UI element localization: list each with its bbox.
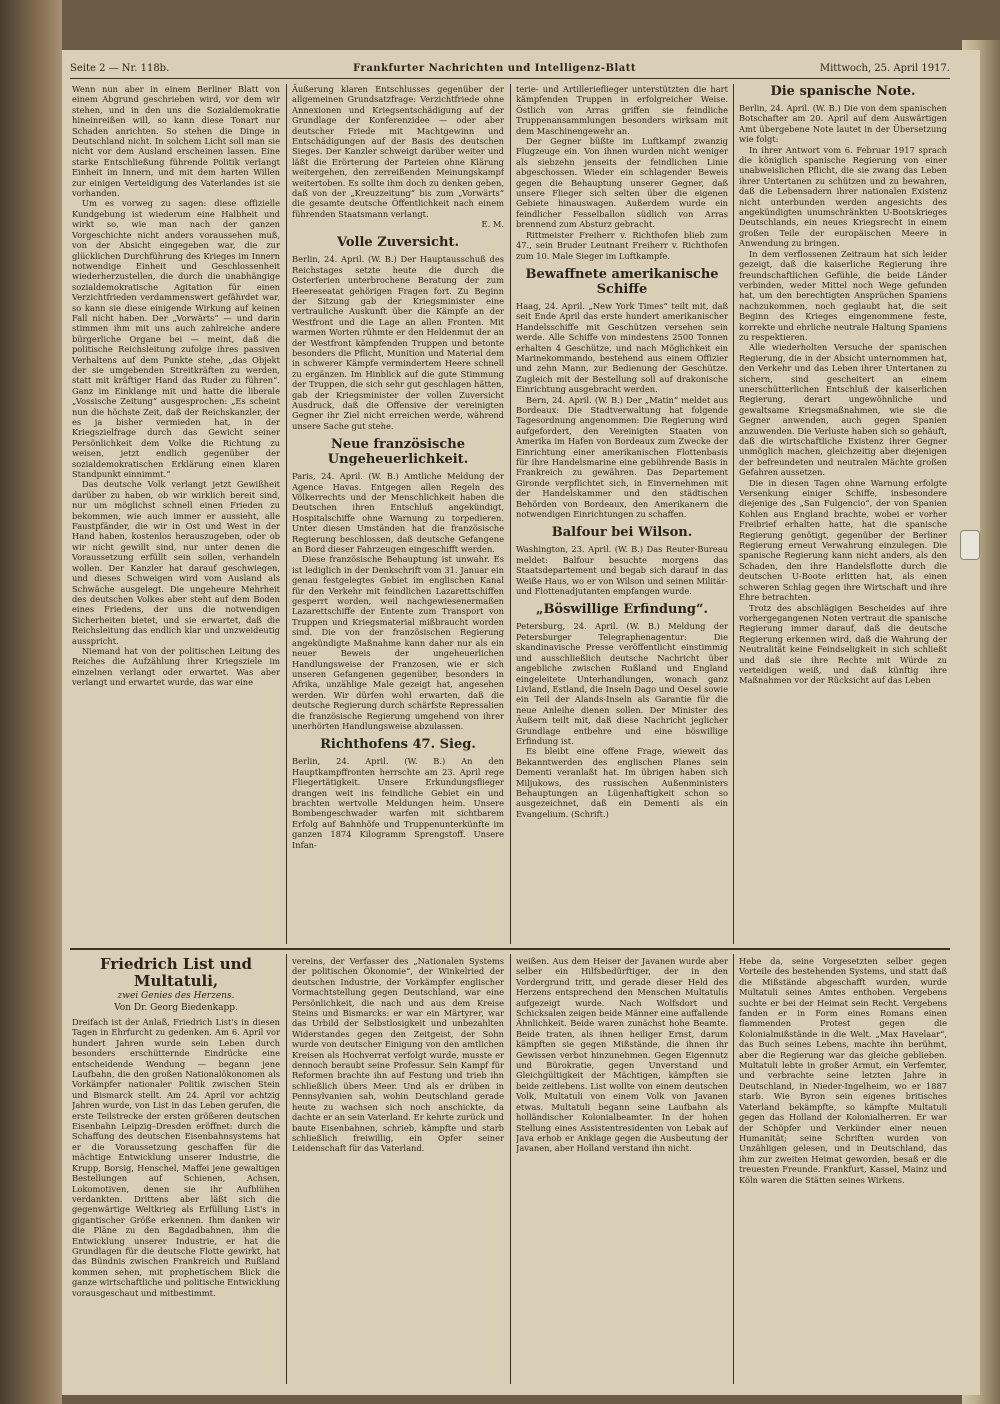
column-4 [739,84,947,944]
feature-title: Friedrich List und Multatuli, [99,956,253,990]
article-headline: Balfour bei Wilson. [551,525,693,541]
paragraph: Es bleibt eine offene Frage, wieweit das Bekanntwerden des englischen Planes sein Dementi veranlaßt hat. Im übrigen haben sich Miljukows, des russischen Außenministers Behauptungen an Lügenhaftigkeit schon so ausgezeichnet, daß ein Dementi als ein Evangelium. (Schrift.) [516,746,728,819]
paragraph: Der Gegner büßte im Luftkampf zwanzig Flugzeuge ein. Von ihnen wurden nicht weniger als siebzehn jenseits der feindlichen Linie abgeschossen. Wieder ein schlagender Beweis gegen die Behauptung unserer Gegner, daß unsere Flieger sich selten über die eigenen Gebiete hinauswagen. Außerdem wurde ein feindlicher Fesselballon südlich von Arras brennend zum Absturz gebracht. [516,136,728,230]
paragraph: Die in diesen Tagen ohne Warnung erfolgte Versenkung einiger Schiffe, insbesondere diejenige des „San Fulgencio“, der von Spanien Kohlen aus England brachte, wobei er vorher Freibrief erhalten hatte, hat die spanische Regierung genötigt, gegenüber der Berliner Regierung erneut Verwahrung einzulegen. Die spanische Regierung kann nicht anders, als den Schaden, den ihre Handelsflotte durch die deutschen U-Boote erlitten hat, als einen schweren Schlag gegen ihre Wirtschaft und ihre Ehre betrachten. [739,477,947,603]
running-header [70,60,950,76]
column-rule [510,954,511,1384]
paragraph: Rittmeister Freiherr v. Richthofen blieb zum 47., sein Bruder Leutnant Freiherr v. Richthofen zum 10. Male Sieger im Luftkampfe. [516,229,728,261]
binding-edge [0,0,62,1404]
article-headline: Richthofens 47. Sieg. [320,737,476,753]
column-rule [733,954,734,1384]
column-3 [516,84,728,944]
column-rule [286,954,287,1384]
paragraph: Washington, 23. April. (W. B.) Das Reuter-Bureau meldet: Balfour besuchte morgens das Staatsdepartement und begab sich darauf in das Weiße Haus, wo er von Wilson und seinen Militär- und Flottenadjutanten empfangen wurde. [516,544,728,597]
feature-column-4 [739,956,947,1384]
paragraph: In dem verflossenen Zeitraum hat sich leider gezeigt, daß die kaiserliche Regierung ihre freundschaftlichen Gefühle, die beide Länder verbinden, weder Mittel noch Wege gefunden hat, um den berechtigten Ansprüchen Spaniens nachzukommen, noch geglaubt hat, die seit Beginn des Krieges eingenommene feste, korrekte und ehrliche neutrale Haltung Spaniens zu respektieren. [739,248,947,342]
header-rule [70,78,950,79]
feature-subtitle: zwei Genies des Herzens. [117,991,235,1001]
paragraph: Äußerung klaren Entschlusses gegenüber der allgemeinen Grundsatzfrage: Verzichtfriede ohne Annexionen und Kriegsentschädigung auf der Grundlage der Konferenzidee — oder aber deutscher Friede mit Machtgewinn und Entschädigungen auf der Basis des deutschen Sieges. Der Kanzler schweigt darüber weiter und läßt die Erörterung der Parteien ohne Klärung weitergehen, den zerreißenden Meinungskampf weitertoben. Es sollte ihm doch zu denken geben, daß von der „Kreuzzeitung“ bis zum „Vorwärts“ die gesamte deutsche Öffentlichkeit nach einem führenden Staatsmann verlangt. [292,84,504,219]
page-number: Seite 2 — Nr. 118b. [70,62,170,74]
paragraph: weißen. Aus dem Heiser der Javanen wurde aber selber ein Hilfsbedürftiger, der in den Vordergrund tritt, und gerade dieser Held des Herzens entsprechend den Menschen Multatulis aufgezeigt wurde. Nach Wolfsdort und Schicksalen zeigen beide Männer eine auffallende Ähnlichkeit. Beide waren zunächst hohe Beamte. Beide traten, als ihnen heiliger Ernst, darum kämpften sie gegen Mißstände, die ihnen ihr Gewissen verbot hinzunehmen. Gegen Eigennutz und Bürokratie, gegen Unverstand und Gleichgültigkeit der Mächtigen, kämpften sie beide zeitlebens. List wollte von einem deutschen Volk, Multatuli von einem Volk von Javanen etwas. Multatuli begann seine Laufbahn als holländischer Kolonialbeamter. In der hohen Stellung eines Assistentresidenten von Lebak auf Java erhob er Anklage gegen die Ausbeutung der Javanen, aber Holland verstand ihn nicht. [516,956,728,1154]
column-rule [510,84,511,944]
paragraph: Das deutsche Volk verlangt jetzt Gewißheit darüber zu haben, ob wir wirklich bereit sind, nur um möglichst schnell einen Frieden zu bekommen, wie auch immer er aussieht, alle Faustpfänder, die wir in Ost und West in der Hand haben, kostenlos herauszugeben, oder ob wir nicht gewillt sind, nur unter denen die Voraussetzung erfüllt sein sollen, verhandeln wollen. Der Kanzler hat darauf geschwiegen, und dieses Schweigen wird vom Ausland als Schwäche ausgelegt. Die ungeheure Mehrheit des deutschen Volkes aber steht auf dem Boden eines Friedens, der uns die notwendigen Sicherheiten bietet, und sie erwartet, daß die Reichsleitung das endlich klar und unzweideutig ausspricht. [72,479,280,646]
paragraph: Wenn nun aber in einem Berliner Blatt von einem Abgrund geschrieben wird, vor dem wir stehen, und in den uns die Sozialdemokratie hineinreißen will, so kann diese Tonart nur Schaden anrichten. So stehen die Dinge in Deutschland nicht. In solchem Licht soll man sie nicht vor dem Ausland erscheinen lassen. Eine starke Entschließung führende Politik verlangt Einheit im Innern, und mit dem harten Willen zur einigen Verteidigung des Vaterlandes ist sie vorhanden. [72,84,280,199]
author-signature: E. M. [481,219,504,230]
paragraph: Paris, 24. April. (W. B.) Amtliche Meldung der Agence Havas. Entgegen allen Regeln des Völkerrechts und der Menschlichkeit haben die Deutschen ihren Entschluß angekündigt, Hospitalschiffe ohne Warnung zu torpedieren. Unter diesen Umständen hat die französische Regierung beschlossen, daß deutsche Gefangene an Bord dieser Fahrzeugen eingeschifft werden. [292,471,504,555]
paragraph: Petersburg, 24. April. (W. B.) Meldung der Petersburger Telegraphenagentur: Die skandinavische Presse veröffentlicht einstimmig und ausschließlich deutsche Nachricht über angebliche zwischen Rußland und England eingeleitete Unterhandlungen, wonach ganz Livland, Estland, die Inseln Dago und Oesel sowie ein Teil der Alands-Inseln als Garantie für die neue Anleihe dienen sollen. Der Minister des Äußern teilt mit, daß diese Nachricht jeglicher Grundlage entbehre und eine böswillige Erfindung ist. [516,621,728,746]
column-2 [292,84,504,944]
column-rule [733,84,734,944]
article-headline: „Böswillige Erfindung“. [535,602,709,618]
article-headline: Neue französische Ungeheuerlichkeit. [327,437,469,468]
paragraph: In ihrer Antwort vom 6. Februar 1917 sprach die königlich spanische Regierung von einer unabweislichen Pflicht, die sie zwang das Leben ihrer Untertanen zu schützen und zu bewahren, daß die Lebensadern ihrer nationalen Existenz nicht unterbunden werden angesichts des angekündigten unumschränkten U-Bootskrieges Deutschlands, ein neues Kriegsrecht in einem großen Teile der europäischen Meere in Anwendung zu bringen. [739,144,947,249]
paragraph: Alle wiederholten Versuche der spanischen Regierung, die in der Absicht unternommen hat, den Verkehr und das Leben ihrer Untertanen zu sichern, sind gescheitert an einem unerschütterlichen Entschluß der kaiserlichen Regierung, derart ungewöhnliche und gewaltsame Kriegsmaßnahmen, wie sie die Gegner anwenden, auch gegen Spanien anzuwenden. Die Verluste haben sich so gehäuft, daß die wirtschaftliche Existenz ihrer Gegner unmöglich machen, gleichzeitig aber diejenigen der befreundeten und neutralen Mächte großen Gefahren aussetzen. [739,342,947,478]
issue-date: Mittwoch, 25. April 1917. [819,62,950,74]
section-rule [70,948,950,950]
paragraph: Um es vorweg zu sagen: diese offizielle Kundgebung ist wiederum eine Halbheit und wirkt so, wie man nach der ganzen Vorgeschichte nicht anders voraussehen muß, von der Absicht eingegeben war, die zur glücklichen Durchführung des Krieges im Innern notwendige Einheit und Geschlossenheit wiederherzustellen, die durch die unabhängige sozialdemokratische Agitation für einen Verzichtfrieden verdammenswert gefährdet war, so kann sie diese einigende Wirkung auf keinen Fall nicht haben. Der „Vorwärts“ — und darin stimmen ihm mit uns auch zahlreiche andere bürgerliche Organe bei — meint, daß die politische Reichsleitung zufolge ihres passiven Verhaltens auf dem Punkte stehe, „das Objekt der sie umgebenden Streitkräften zu werden, statt mit kräftiger Hand das Ruder zu führen“. Ganz im Einklange mit und hatte die liberale „Vossische Zeitung“ ausgesprochen: „Es scheint nun die höchste Zeit, daß der Reichskanzler, der es ja bisher vermieden hat, in der Kriegszielfrage durch das Gewicht seiner Persönlichkeit dem Volke die Richtung zu weisen, jetzt endlich gegenüber der sozialdemokratischen Erklärung einen klaren Standpunkt einnimmt.“ [72,198,280,480]
paragraph: Berlin, 24. April. (W. B.) Der Hauptausschuß des Reichstages setzte heute die durch die Osterferien unterbrochene Beratung der zum Heereseatat gehörigen Fragen fort. Zu Beginn der Sitzung gab der Kriegsminister eine vertrauliche Auskunft über die Kämpfe an der Westfront und die Lage an allen Fronten. Mit warmen Worten rühmte er den Heldenmut der an der Westfront kämpfenden Truppen und betonte besonders die Pflicht, Munition und Material dem in schwerer Kämpfe vermindertem Heere schnell zu ergänzen. Im Hinblick auf die gute Stimmung der Truppen, die sich sehr gut geschlagen hätten, gab der Kriegsminister der vollen Zuversicht Ausdruck, daß die Offensive der vereinigten Gegner ihr Ziel nicht erreichen werde, während unsere Sache gut stehe. [292,254,504,431]
paragraph: Berlin, 24. April. (W. B.) Die von dem spanischen Botschafter am 20. April auf dem Auswärtigen Amt übergebene Note lautet in der Übersetzung wie folgt: [739,103,947,145]
paragraph: Niemand hat von der politischen Leitung des Reiches die Aufzählung ihrer Kriegsziele im einzelnen verlangt oder erwartet. Was aber verlangt und erwartet wurde, das war eine [72,645,280,688]
paragraph: Haag, 24. April. „New York Times“ teilt mit, daß seit Ende April das erste hundert amerikanischer Handelsschiffe mit Geschützen versehen sein werde. Alle Schiffe von mindestens 2500 Tonnen erhalten 4 Geschütze, und nach Möglichkeit ein Marinekommando, bestehend aus einem Offizier und zehn Mann, zur Bedienung der Geschütze. Zugleich mit der Bestellung soll auf drakonische Einrichtung ausgebracht werden. [516,300,728,395]
article-headline: Volle Zuversicht. [336,235,459,251]
feature-author: Von Dr. Georg Biedenkapp. [114,1003,238,1013]
paper-clip [960,530,980,560]
feature-column-3 [516,956,728,1384]
paragraph: Trotz des abschlägigen Bescheides auf ihre vorhergegangenen Noten vertraut die spanische Regierung immer darauf, daß die deutsche Regierung erkennen wird, daß die Wahrung der Neutralität keine Feindseligkeit in sich schließt und daß sie ihre Rechte mit Würde zu verteidigen weiß, und daß künftig ihre Maßnahmen vor der Rücksicht auf das Leben [739,602,947,686]
paragraph: Hebe da, seine Vorgesetzten selber gegen Vorteile des bestehenden Systems, und statt daß die Mißstände abgeschafft wurden, wurde Multatuli seines Amtes enthoben. Vergebens suchte er bei der Heimat sein Recht. Vergebens fanden er in Form eines Romans einen flammenden Protest gegen die Kolonialmißstände in die Welt. „Max Havelaar“, das Buch seines Lebens, machte ihn berühmt, aber die Regierung war das gleiche geblieben. Multatuli lebte in großer Armut, ein Verfemter, und verbrachte seine letzten Jahre in Deutschland, in Nieder-Ingelheim, wo er 1887 starb. Wie Byron sein eigenes britisches Vaterland bekämpfte, so kämpfte Multatuli gegen das Holland der Kolonialherren. Er war der Schöpfer und Verkünder einer neuen Humanität; seine Schriften wurden von Unzähligen gelesen, und in Deutschland, das ihm zur zweiten Heimat geworden, besaß er die treuesten Freunde. Frankfurt, Kassel, Mainz und Köln waren die Stätten seines Wirkens. [739,956,947,1185]
article-headline: Bewaffnete amerikanische Schiffe [525,266,719,297]
paragraph: Dreifach ist der Anlaß, Friedrich List's in diesen Tagen in Ehrfurcht zu gedenken. Am 6. April vor hundert Jahren wurde sein Leben durch besonders erschütternde Eindrücke eine entscheidende Wendung — begann jene Laufbahn, die den großen Nationalökonomen als Vorkämpfer nationaler Politik zwischen Stein und Bismarck stellt. Am 24. April vor achtzig Jahren wurde, von List in das Leben gerufen, die erste Teilstrecke der ersten größeren deutschen Eisenbahn Leipzig–Dresden eröffnet: durch die Schaffung des deutschen Eisenbahnsystems hat er die Voraussetzung geschaffen für die mächtige Entwicklung unserer Industrie, die Krupp, Borsig, Henschel, Maffei jene gewaltigen Bestellungen auf Schienen, Achsen, Lokomotiven, denen sie ihr Aufblühen verdankten. Drittens aber läßt sich die gegenwärtige Weltkrieg als Erfüllung List's in gigantischer Größe erkennen. Ihm danken wir die Pläne zu den Bagdadbahnen, ihm die Entwicklung unserer Industrie, er hat die Grundlagen für die deutsche Flotte gewirkt, hat das Bündnis zwischen Frankreich und Rußland kommen sehen, mit prophetischem Blick die ganze wirtschaftliche und politische Entwicklung vorausgeschaut und mitbestimmt. [72,1017,280,1298]
paragraph: vereins, der Verfasser des „Nationalen Systems der politischen Ökonomie“, der Winkelried der deutschen Industrie, der Vorkämpfer englischer Vormachtstellung gegen Deutschland, war eine Persönlichkeit, die nach und aus dem Kreise Steins und Bismarcks: er war ein Märtyrer, war das Urbild der Selbstlosigkeit und unbezahlten Widerstandes gegen den Zeitgeist, der Sohn wurde von deutscher Einigung von den amtlichen Kreisen als Hochverrat verfolgt wurde, musste er dennoch beraubt seine Professur. Sein Kampf für Reformen brachte ihn auf Festung und trieb ihn schließlich übers Meer. Und als er drüben in Pennsylvanien sah, wohin Deutschland gerade heute zu wachsen sich noch anschickte, da dachte er an sein Vaterland. Er kehrte zurück und baute Eisenbahnen, schrieb, kämpfte und starb schließlich freiwillig, ein Opfer seiner Leidenschaft für das Vaterland. [292,956,504,1154]
paragraph: terie- und Artillerieflieger unterstützten die hart kämpfenden Truppen in erfolgreicher Weise. Östlich von Arras griffen sie feindliche Truppenansammlungen besonders wirksam mit dem Maschinengewehr an. [516,84,728,136]
paragraph: Diese französische Behauptung ist unwahr. Es ist lediglich in der Denkschrift vom 31. Januar ein genau festgelegtes Gebiet im englischen Kanal für den Verkehr mit feindlichen Lazarettschiffen gesperrt worden, weil nachgewiesenermaßen Lazarettschiffe der Entente zum Transport von Truppen und Kriegsmaterial mißbraucht worden sind. Die von der französischen Regierung angekündigte Maßnahme kann daher nur als ein neuer Beweis der ungeheuerlichen Handlungsweise der Franzosen, wie er sich unseren Gefangenen gegenüber, besonders in Afrika, unzählige Male gezeigt hat, angesehen werden. Wir dürfen wohl erwarten, daß die deutsche Regierung durch schärfste Repressalien die französische Regierung umgehend von ihrer unerhörten Handlungsweise abzulassen. [292,554,504,731]
feature-column-2 [292,956,504,1384]
column-1 [72,84,280,944]
column-rule [286,84,287,944]
paragraph: Berlin, 24. April. (W. B.) An den Hauptkampffronten herrschte am 23. April rege Fliegertätigkeit. Unsere Erkundungsflieger drangen weit ins feindliche Gebiet ein und brachten wertvolle Meldungen heim. Unsere Bombengeschwader warfen mit sichtbarem Erfolg auf Bahnhöfe und Truppenunterkünfte im ganzen 1874 Kilogramm Sprengstoff. Unsere Infan- [292,756,504,850]
paragraph: Bern, 24. April. (W. B.) Der „Matin“ meldet aus Bordeaux: Die Stadtverwaltung hat folgende Tagesordnung angenommen: Die Regierung wird aufgefordert, den Vereinigten Staaten von Amerika im Hafen von Bordeaux zum Zwecke der Einrichtung einer amerikanischen Flottenbasis für ihre Handelsmarine eine gebührende Basis in Frankreich zu gewähren. Das Departement Gironde verpflichtet sich, in Einvernehmen mit der Handelskammer und den städtischen Behörden von Bordeaux, den Amerikanern die notwendigen Einrichtungen zu schaffen. [516,394,728,520]
masthead: Frankfurter Nachrichten und Intelligenz-Blatt [353,62,636,74]
article-headline: Die spanische Note. [770,84,916,99]
feature-column-1 [72,956,280,1384]
